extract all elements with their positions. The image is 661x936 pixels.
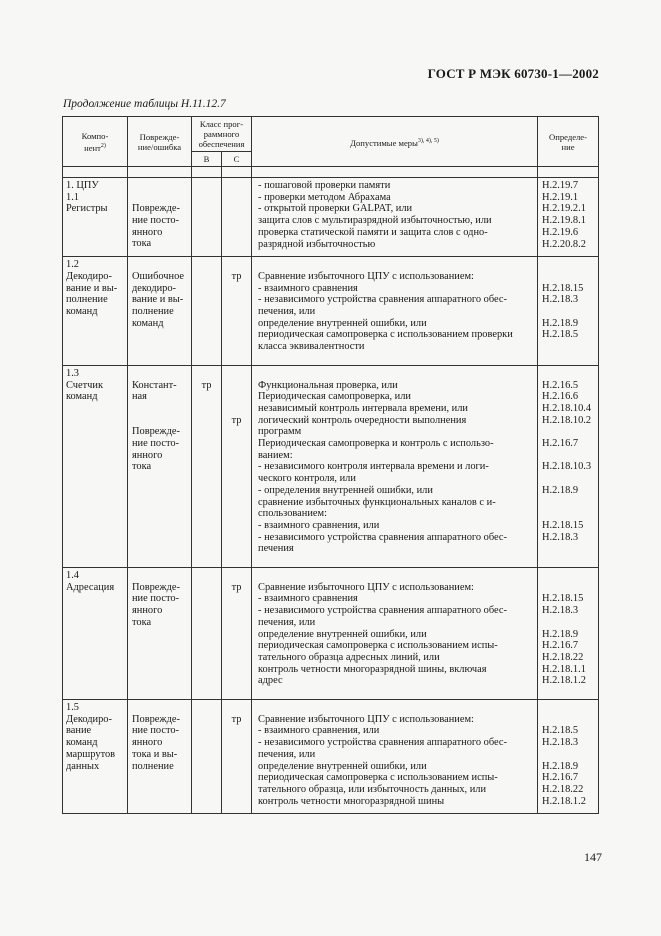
definition-cell xyxy=(538,700,599,814)
measure-line: контроль четности многоразрядной шины xyxy=(258,795,445,807)
class-b-value: тр xyxy=(201,379,212,391)
measure-line: Сравнение избыточного ЦПУ с использованием: xyxy=(258,713,474,725)
fault-line: вание и вы- xyxy=(132,294,184,306)
definition-line: H.2.18.10.2 xyxy=(542,414,592,426)
measure-line: определение внутренней ошибки, или xyxy=(258,317,427,329)
fault-line: тока xyxy=(132,616,152,628)
fault-line: тока xyxy=(132,461,152,473)
component-line: 1.5 xyxy=(66,702,79,714)
measure-line: печения, или xyxy=(258,616,316,628)
measure-line: тательного образца, или избыточность данных, или xyxy=(258,783,487,795)
definition-line xyxy=(542,341,594,353)
measure-line: Периодическая самопроверка, или xyxy=(258,391,411,403)
definition-cell xyxy=(538,568,599,700)
class-c-value xyxy=(222,180,251,192)
measure-line: - независимого устройства сравнения аппаратного обес- xyxy=(258,531,507,543)
definition-line xyxy=(542,259,594,271)
class-b-cell xyxy=(192,568,222,700)
definition-line: H.2.18.1.2 xyxy=(542,795,586,807)
class-b-value xyxy=(192,570,221,582)
fault-line: янного xyxy=(132,226,163,238)
table-row xyxy=(63,257,599,366)
component-line: маршрутов xyxy=(66,748,116,760)
class-c-cell xyxy=(222,365,252,567)
component-line: Декодиро- xyxy=(66,270,112,282)
fault-line: полнение xyxy=(132,306,174,318)
definition-line xyxy=(542,306,594,318)
measure-line: - независимого устройства сравнения аппаратного обес- xyxy=(258,737,507,749)
measure-line: - пошаговой проверки памяти xyxy=(258,180,391,191)
component-line: команд xyxy=(66,306,98,318)
definition-cell xyxy=(538,365,599,567)
measure-line: Функциональная проверка, или xyxy=(258,379,398,391)
measure-line: спользованием: xyxy=(258,508,327,520)
fault-line xyxy=(132,180,189,192)
measure-line: периодическая самопроверка с использованием проверки xyxy=(258,329,513,341)
component-line: 1.1 xyxy=(66,191,79,203)
fault-line: янного xyxy=(132,737,163,749)
definition-line xyxy=(542,543,594,555)
component-cell xyxy=(63,257,128,366)
class-b-value xyxy=(192,702,221,714)
measures-table xyxy=(62,116,599,814)
definition-line: H.2.18.5 xyxy=(542,329,579,341)
definition-line: H.2.18.9 xyxy=(542,484,579,496)
measure-line: контроль четности многоразрядной шины, включая xyxy=(258,663,487,675)
fault-line: Констант- xyxy=(132,379,177,391)
definition-line xyxy=(542,749,594,761)
measure-line: - открытой проверки GALPAT, или xyxy=(258,203,413,215)
class-c-cell xyxy=(222,568,252,700)
class-c-value: тр xyxy=(231,414,242,426)
header-fault: Повреждe- ние/ошибка xyxy=(128,117,192,167)
measure-line: Сравнение избыточного ЦПУ с использованием: xyxy=(258,270,474,282)
component-line: вание и вы- xyxy=(66,282,118,294)
fault-line: ная xyxy=(132,391,147,403)
fault-line: Поврежде- xyxy=(132,203,180,215)
fault-cell xyxy=(128,568,192,700)
measure-line: - определения внутренней ошибки, или xyxy=(258,484,433,496)
header-measures: Допустимые меры$^{3), 4), 5)}$ xyxy=(252,117,538,167)
measure-line: - независимого контроля интервала времени и логи- xyxy=(258,461,489,473)
fault-cell xyxy=(128,178,192,257)
measure-line: логический контроль очередности выполнения xyxy=(258,414,467,426)
table-row xyxy=(63,568,599,700)
definition-line: H.2.18.9 xyxy=(542,317,579,329)
measures-cell xyxy=(252,568,538,700)
measure-line: периодическая самопроверка с использованием испы- xyxy=(258,640,498,652)
class-b-value xyxy=(192,259,221,271)
measure-line: печения, или xyxy=(258,748,316,760)
measure-line: определение внутренней ошибки, или xyxy=(258,760,427,772)
measure-line: разрядной избыточностью xyxy=(258,238,376,250)
definition-line: H.2.18.15 xyxy=(542,282,584,294)
measure-line: - взаимного сравнения xyxy=(258,282,358,294)
header-definitions: Определе- ние xyxy=(538,117,599,167)
component-line: полнение xyxy=(66,294,108,306)
measure-line: адрес xyxy=(258,675,283,687)
measures-cell xyxy=(252,365,538,567)
class-c-value: тр xyxy=(231,581,242,593)
class-b-cell xyxy=(192,365,222,567)
measure-line: - взаимного сравнения, или xyxy=(258,725,380,737)
definition-line: H.2.16.7 xyxy=(542,640,579,652)
definition-line: H.2.19.7 xyxy=(542,180,579,191)
definition-line xyxy=(542,473,594,485)
definition-line: H.2.18.15 xyxy=(542,593,584,605)
definition-cell xyxy=(538,257,599,366)
definition-line: H.2.18.10.4 xyxy=(542,402,592,414)
definition-line: H.2.20.8.2 xyxy=(542,238,586,250)
component-cell xyxy=(63,568,128,700)
table-row xyxy=(63,365,599,567)
fault-cell xyxy=(128,365,192,567)
fault-line: ние посто- xyxy=(132,725,180,737)
definition-line xyxy=(542,271,594,283)
header-component: Компо- нент$^{2)}$ xyxy=(63,117,128,167)
component-line: 1.2 xyxy=(66,259,79,271)
class-c-cell xyxy=(222,700,252,814)
fault-cell xyxy=(128,700,192,814)
fault-cell xyxy=(128,257,192,366)
measure-line: - независимого устройства сравнения аппаратного обес- xyxy=(258,294,507,306)
definition-line: H.2.18.9 xyxy=(542,628,579,640)
class-c-value: тр xyxy=(231,270,242,282)
definition-line: H.2.18.22 xyxy=(542,651,584,663)
measure-line: защита слов с мультиразрядной избыточностью, или xyxy=(258,215,492,227)
fault-line: Поврежде- xyxy=(132,426,180,438)
component-line: вание xyxy=(66,725,92,737)
fault-line: тока и вы- xyxy=(132,748,178,760)
component-line: данных xyxy=(66,760,100,772)
definition-cell xyxy=(538,178,599,257)
class-c-value: тр xyxy=(231,713,242,725)
fault-line xyxy=(132,570,189,582)
definition-line: H.2.16.7 xyxy=(542,772,579,784)
measure-line: - взаимного сравнения, или xyxy=(258,519,380,531)
class-c-cell xyxy=(222,178,252,257)
measure-line: печения xyxy=(258,543,294,555)
fault-line xyxy=(132,259,189,271)
definition-line: H.2.18.15 xyxy=(542,519,584,531)
component-line: Декодиро- xyxy=(66,713,112,725)
component-line: 1. ЦПУ xyxy=(66,180,99,191)
table-caption: Продолжение таблицы Н.11.12.7 xyxy=(63,98,226,110)
header-class: Класс прог- раммного обеспечения xyxy=(192,117,252,152)
definition-line: H.2.19.2.1 xyxy=(542,203,586,215)
fault-line xyxy=(132,702,189,714)
header-class-c: C xyxy=(222,152,252,167)
definition-line xyxy=(542,582,594,594)
definition-line: H.2.16.5 xyxy=(542,379,579,391)
fault-line xyxy=(132,192,189,204)
class-b-cell xyxy=(192,257,222,366)
component-cell xyxy=(63,700,128,814)
class-b-cell xyxy=(192,178,222,257)
table-row xyxy=(63,700,599,814)
class-b-value xyxy=(192,180,221,192)
measure-line: ческого контроля, или xyxy=(258,473,356,485)
definition-line: H.2.18.1.2 xyxy=(542,675,586,687)
measure-line: Периодическая самопроверка и контроль с использо- xyxy=(258,438,494,450)
definition-line: H.2.18.3 xyxy=(542,294,579,306)
fault-line: команд xyxy=(132,317,164,329)
class-c-cell xyxy=(222,257,252,366)
measure-line: ванием: xyxy=(258,449,293,461)
definition-line: H.2.19.6 xyxy=(542,226,579,238)
definition-line: H.2.18.3 xyxy=(542,531,579,543)
class-b-cell xyxy=(192,700,222,814)
definition-line xyxy=(542,497,594,509)
component-line: команд xyxy=(66,391,98,403)
measures-cell xyxy=(252,700,538,814)
fault-line: полнение xyxy=(132,760,174,772)
measure-line: определение внутренней ошибки, или xyxy=(258,628,427,640)
header-class-b: B xyxy=(192,152,222,167)
component-cell xyxy=(63,178,128,257)
definition-line: H.2.18.22 xyxy=(542,783,584,795)
fault-line: ние посто- xyxy=(132,438,180,449)
measure-line: Сравнение избыточного ЦПУ с использованием: xyxy=(258,581,474,593)
fault-line: ние посто- xyxy=(132,215,180,227)
definition-line: H.2.19.8.1 xyxy=(542,215,586,227)
definition-line xyxy=(542,617,594,629)
fault-line: Поврежде- xyxy=(132,581,180,593)
document-header: ГОСТ Р МЭК 60730-1—2002 xyxy=(427,66,599,81)
fault-line xyxy=(132,415,189,427)
measure-line: проверка статической памяти и защита слов с одно- xyxy=(258,226,488,238)
table-row xyxy=(63,178,599,257)
fault-line xyxy=(132,403,189,415)
fault-line: декодиро- xyxy=(132,282,177,294)
component-line: команд xyxy=(66,737,98,749)
definition-line: H.2.18.3 xyxy=(542,737,579,749)
definition-line xyxy=(542,714,594,726)
fault-line: Ошибочное xyxy=(132,270,184,282)
measures-cell xyxy=(252,257,538,366)
measure-line: печения, или xyxy=(258,306,316,318)
definition-line: H.2.18.3 xyxy=(542,605,579,617)
measure-line: тательного образца адресных линий, или xyxy=(258,651,440,663)
measure-line: - независимого устройства сравнения аппаратного обес- xyxy=(258,605,507,617)
measure-line xyxy=(258,259,531,271)
definition-line: H.2.19.1 xyxy=(542,191,579,203)
component-line: 1.3 xyxy=(66,367,79,379)
component-line: Регистры xyxy=(66,203,108,215)
definition-line: H.2.18.10.3 xyxy=(542,461,592,473)
measure-line: - проверки методом Абрахама xyxy=(258,191,391,203)
component-line: Адресация xyxy=(66,581,115,593)
definition-line: H.2.16.6 xyxy=(542,391,579,403)
measures-cell xyxy=(252,178,538,257)
component-line: Счетчик xyxy=(66,379,104,391)
fault-line: ние посто- xyxy=(132,593,180,605)
definition-line xyxy=(542,508,594,520)
definition-line: H.2.18.1.1 xyxy=(542,663,586,675)
measure-line: сравнение избыточных функциональных каналов с и- xyxy=(258,496,496,508)
fault-line: янного xyxy=(132,449,163,461)
fault-line xyxy=(132,368,189,380)
fault-line: Поврежде- xyxy=(132,713,180,725)
definition-line: H.2.18.9 xyxy=(542,760,579,772)
measure-line: класса эквивалентности xyxy=(258,341,365,353)
measure-line: программ xyxy=(258,426,302,438)
fault-line: янного xyxy=(132,605,163,617)
measure-line: периодическая самопроверка с использованием испы- xyxy=(258,772,498,784)
definition-line: H.2.16.7 xyxy=(542,438,579,450)
measure-line: независимый контроль интервала времени, или xyxy=(258,402,468,414)
fault-line: тока xyxy=(132,238,152,250)
component-cell xyxy=(63,365,128,567)
measure-line: - взаимного сравнения xyxy=(258,593,358,605)
definition-line xyxy=(542,426,594,438)
page-number: 147 xyxy=(584,850,602,864)
component-line: 1.4 xyxy=(66,570,79,582)
definition-line: H.2.18.5 xyxy=(542,725,579,737)
definition-line xyxy=(542,450,594,462)
